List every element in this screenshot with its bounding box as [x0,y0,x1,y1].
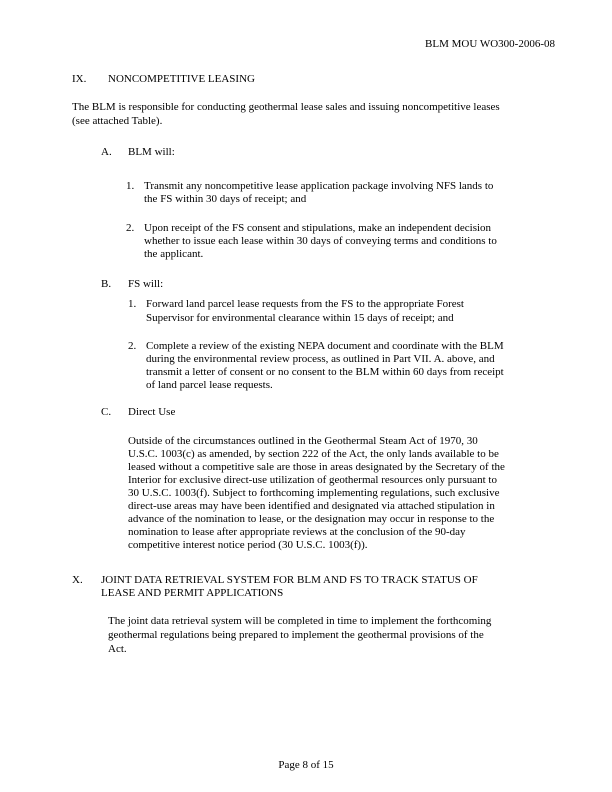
list-item-line: Upon receipt of the FS consent and stipulations, make an independent decision [144,222,492,234]
document-id: BLM MOU WO300-2006-08 [425,38,555,50]
section-ix-title: NONCOMPETITIVE LEASING [108,73,255,85]
direct-use-line: Outside of the circumstances outlined in the Geothermal Steam Act of 1970, 30 [128,435,478,447]
subsection-a-label: A. [101,146,112,158]
list-item-line: the applicant. [144,248,204,260]
list-item-number: 2. [128,340,137,352]
subsection-c-title: Direct Use [128,406,176,418]
page-number: Page 8 of 15 [278,759,334,771]
section-x-body-line: geothermal regulations being prepared to implement the geothermal provisions of the [108,629,484,641]
subsection-a-title: BLM will: [128,146,175,158]
list-item-number: 2. [126,222,135,234]
list-item-line: Supervisor for environmental clearance within 15 days of receipt; and [146,312,454,324]
section-ix-intro-line: (see attached Table). [72,115,163,127]
section-ix-intro-line: The BLM is responsible for conducting geothermal lease sales and issuing noncompetitive leases [72,101,500,113]
section-x-number: X. [72,574,83,586]
section-x-body-line: The joint data retrieval system will be completed in time to implement the forthcoming [108,615,492,627]
subsection-b-label: B. [101,278,112,290]
list-item-line: whether to issue each lease within 30 days of conveying terms and conditions to [144,235,497,247]
list-item-line: Complete a review of the existing NEPA document and coordinate with the BLM [146,340,504,352]
list-item-line: during the environmental review process, as outlined in Part VII. A. above, and [146,353,495,365]
subsection-c-label: C. [101,406,112,418]
section-x-body-line: Act. [108,643,127,655]
direct-use-line: competitive interest notice period (30 U.S.C. 1003(f)). [128,539,368,551]
direct-use-line: Interior for exclusive direct-use utilization of geothermal resources only pursuant to [128,474,497,486]
list-item-line: transmit a letter of consent or no consent to the BLM within 60 days from receipt [146,366,504,378]
list-item-line: the FS within 30 days of receipt; and [144,193,307,205]
direct-use-line: leased without a competitive sale are those in areas designated by the Secretary of the [128,461,505,473]
direct-use-line: 30 U.S.C. 1003(f). Subject to forthcoming implementing regulations, such exclusive [128,487,500,499]
direct-use-line: advance of the nomination to lease, or the designation may occur in response to the [128,513,495,525]
list-item-line: Forward land parcel lease requests from the FS to the appropriate Forest [146,298,464,310]
direct-use-line: U.S.C. 1003(c) as amended, by section 222 of the Act, the only lands available to be [128,448,499,460]
list-item-number: 1. [126,180,135,192]
list-item-number: 1. [128,298,137,310]
list-item-line: of land parcel lease requests. [146,379,273,391]
section-x-title-line: LEASE AND PERMIT APPLICATIONS [101,587,284,599]
subsection-b-title: FS will: [128,278,164,290]
direct-use-line: direct-use areas may have been identified and designated via attached stipulation in [128,500,495,512]
direct-use-line: nomination to lease after appropriate reviews at the conclusion of the 90-day [128,526,466,538]
section-ix-number: IX. [72,73,87,85]
section-x-title-line: JOINT DATA RETRIEVAL SYSTEM FOR BLM AND FS TO TRACK STATUS OF [101,574,478,586]
list-item-line: Transmit any noncompetitive lease application package involving NFS lands to [144,180,494,192]
